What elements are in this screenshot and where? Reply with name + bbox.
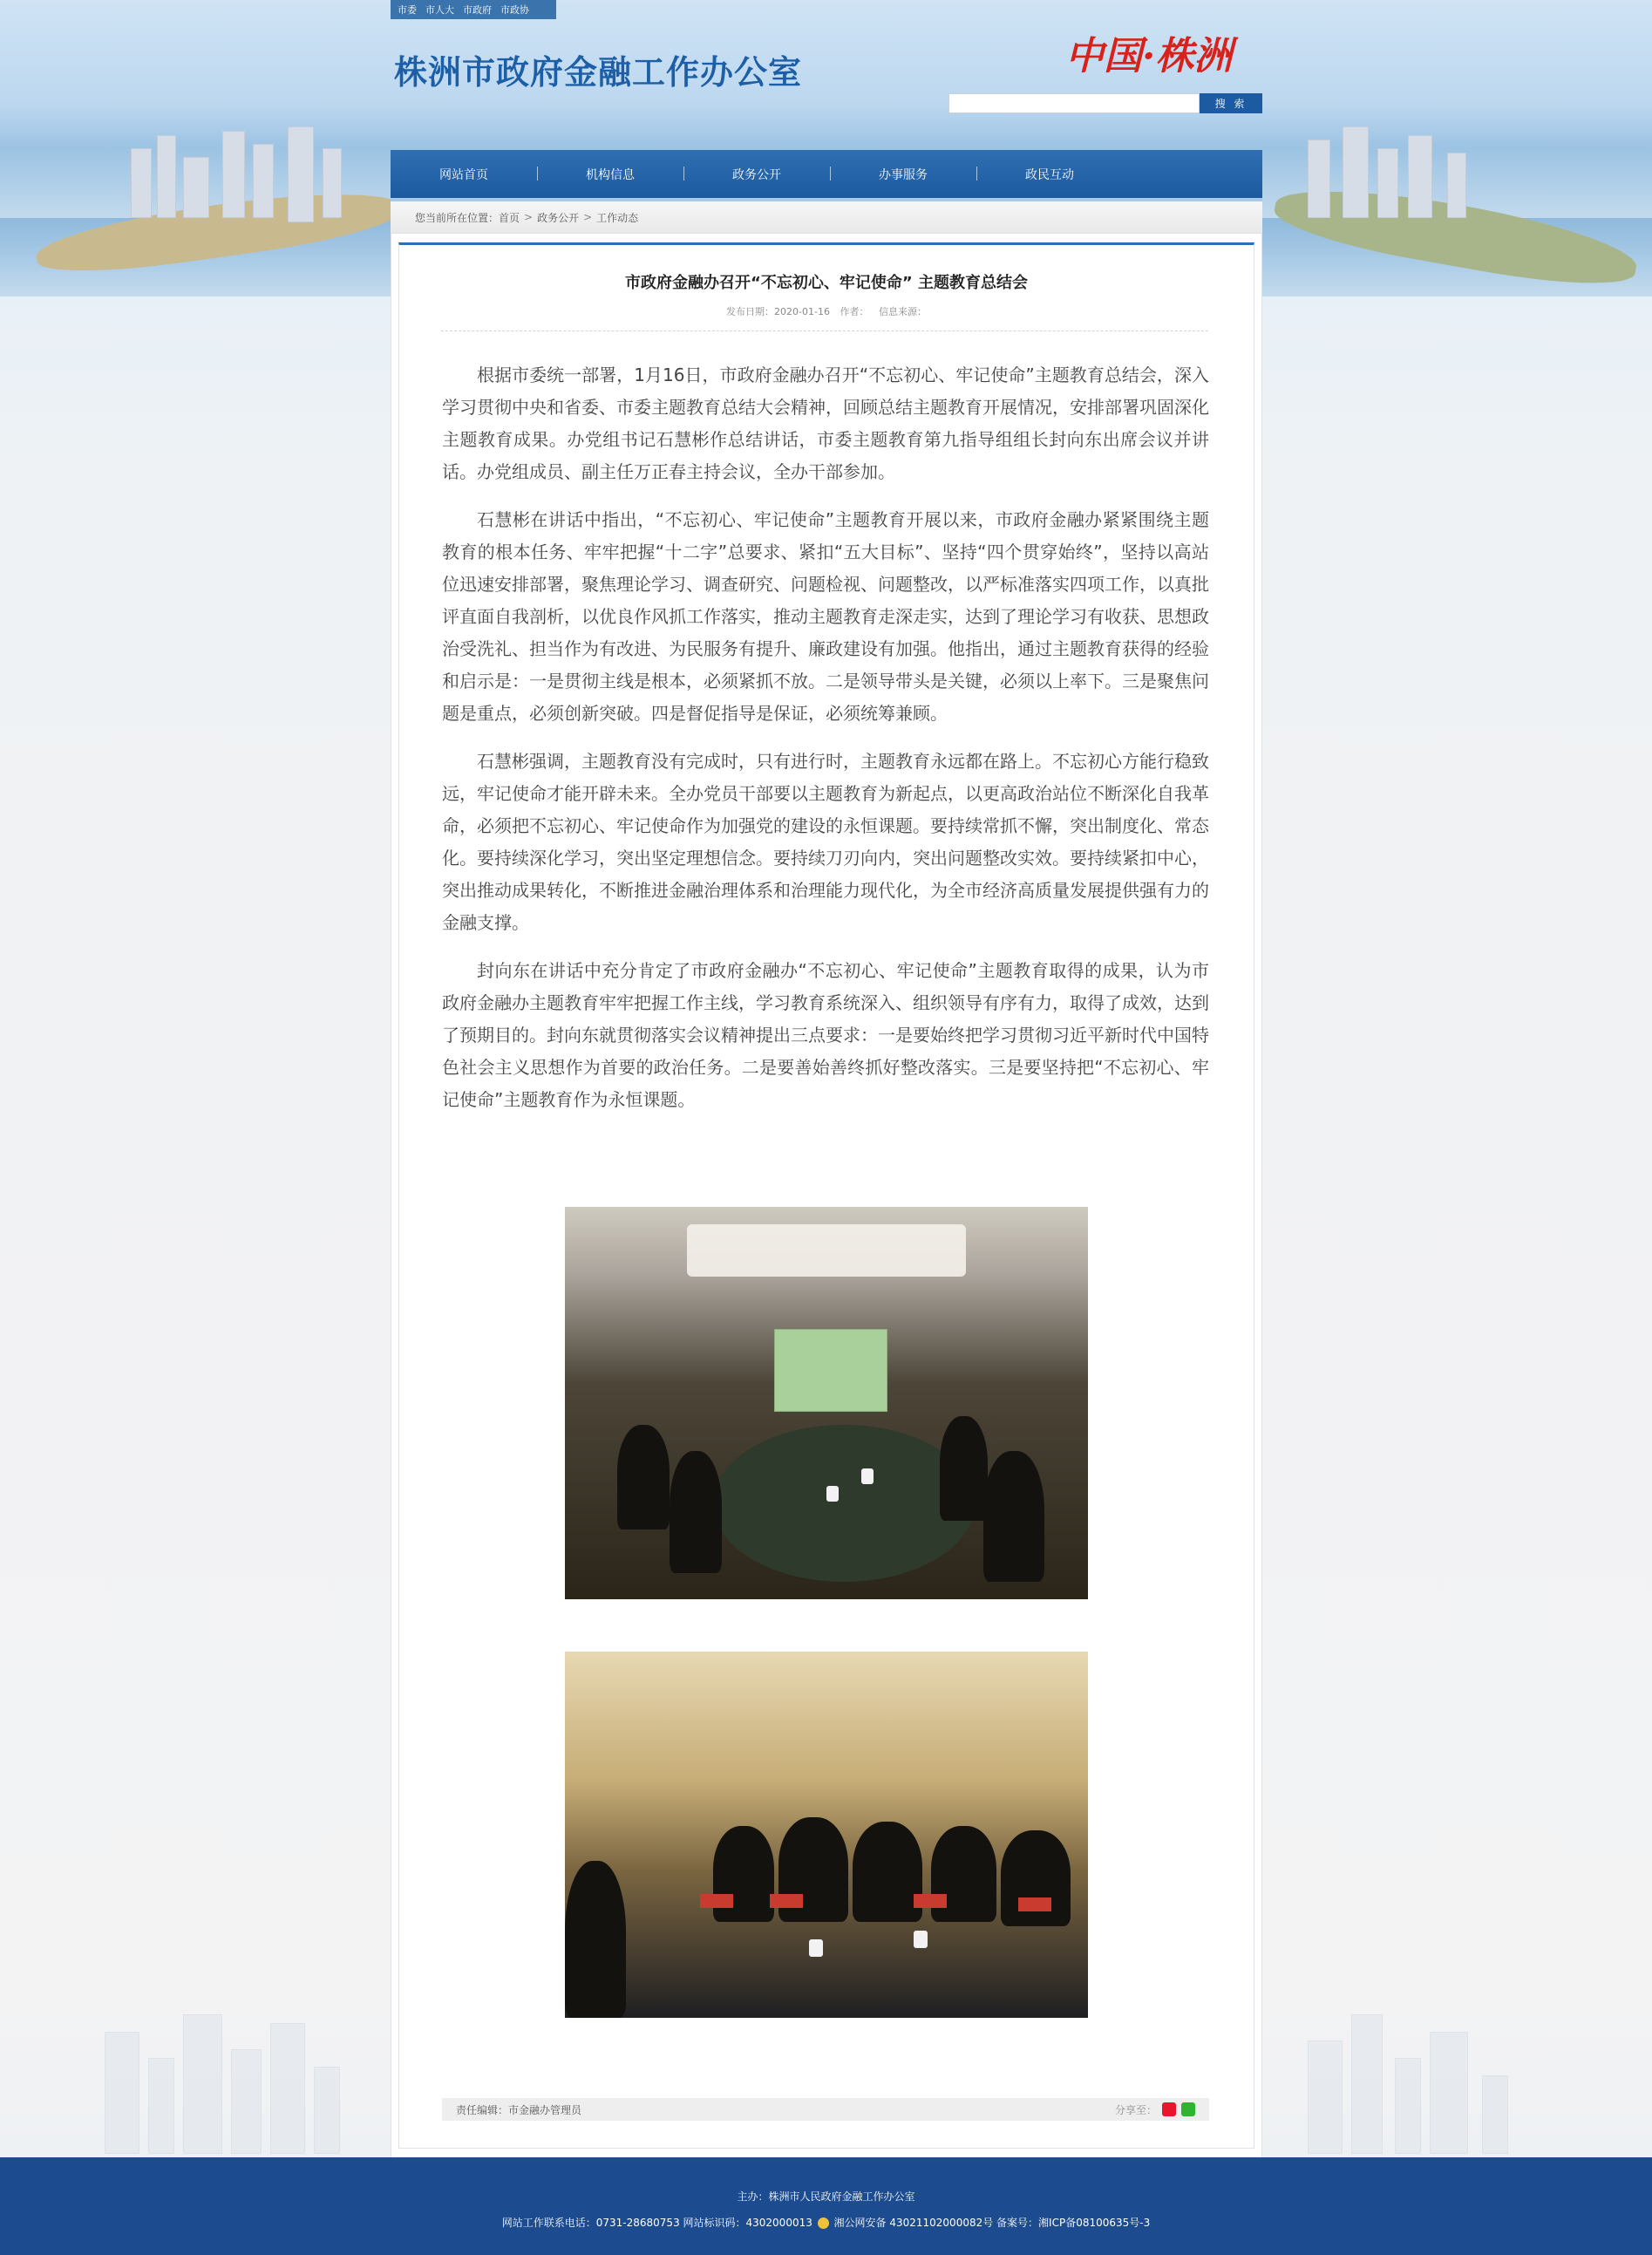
building [1395, 2058, 1421, 2154]
attendee [617, 1425, 670, 1529]
meeting-photo-2 [565, 1652, 1088, 2018]
footer-sponsor: 主办：株洲市人民政府金融工作办公室 [737, 2190, 915, 2203]
conference-table [713, 1425, 975, 1582]
building [1408, 135, 1432, 218]
name-placard [1018, 1897, 1051, 1911]
publish-date: 发布日期：2020-01-16 [726, 306, 830, 317]
top-link-cppcc[interactable]: 市政协 [500, 4, 529, 16]
breadcrumb-government-affairs[interactable]: 政务公开 [537, 211, 580, 224]
building [253, 144, 274, 218]
search-button[interactable]: 搜 索 [1200, 93, 1262, 113]
building [323, 148, 342, 218]
top-links-bar [391, 0, 556, 19]
building [314, 2067, 340, 2154]
building [157, 135, 176, 218]
tea-cup [826, 1486, 839, 1502]
building [1447, 153, 1466, 218]
share-group [1115, 2102, 1195, 2117]
building [1351, 2014, 1383, 2154]
tea-cup [809, 1939, 823, 1957]
projection-screen [774, 1329, 887, 1412]
building [1308, 2040, 1343, 2154]
name-placard [914, 1894, 947, 1908]
name-placard [700, 1894, 733, 1908]
article-paragraph: 石慧彬强调，主题教育没有完成时，只有进行时，主题教育永远都在路上。不忘初心方能行稳致远，牢记使命才能开辟未来。全办党员干部要以主题教育为新起点，以更高政治站位不断深化自我革命，必须把不忘初心、牢记使命作为加强党的建设的永恒课题。要持续常抓不懈，突出制度化、常态化。要持续深化学习，突出坚定理想信念。要持续刀刃向内，突出问题整改实效。要持续紧扣中心，突出推动成果转化，不断推进金融治理体系和治理能力现代化，为全市经济高质量发展提供强有力的金融支撑。 [442, 751, 1209, 933]
building [183, 157, 209, 218]
building [1482, 2075, 1508, 2154]
building [288, 126, 314, 222]
zhuzhou-logo[interactable]: 中国·株洲 [1065, 34, 1233, 78]
building [131, 148, 152, 218]
nav-government-affairs[interactable]: 政务公开 [683, 166, 830, 183]
building [105, 2032, 139, 2154]
building [148, 2058, 174, 2154]
building [183, 2014, 222, 2154]
building [270, 2023, 305, 2154]
breadcrumb-work-news[interactable]: 工作动态 [596, 211, 639, 224]
tea-cup [861, 1468, 874, 1484]
attendee [565, 1861, 626, 2018]
building [231, 2049, 262, 2154]
article-title: 市政府金融办召开“不忘初心、牢记使命” 主题教育总结会 [625, 274, 1028, 292]
site-footer [0, 2157, 1652, 2255]
building [1377, 148, 1398, 218]
name-placard [770, 1894, 803, 1908]
article-body [442, 359, 1209, 1132]
police-badge-icon [818, 2218, 829, 2229]
breadcrumb-prefix: 您当前所在位置： [415, 211, 500, 224]
meeting-photo-1 [565, 1207, 1088, 1599]
title-divider [441, 330, 1208, 331]
attendee [853, 1822, 922, 1922]
attendee [670, 1451, 722, 1573]
attendee [940, 1416, 988, 1521]
top-link-municipal-committee[interactable]: 市委 [398, 4, 417, 16]
article-paragraph: 根据市委统一部署，1月16日，市政府金融办召开“不忘初心、牢记使命”主题教育总结会，深入学习贯彻中央和省委、市委主题教育总结大会精神，回顾总结主题教育开展情况，安排部署巩固深化主题教育成果。办党组书记石慧彬作总结讲话，市委主题教育第九指导组组长封向东出席会议并讲话。办党组成员、副主任万正春主持会议，全办干部参加。 [442, 364, 1209, 482]
wechat-icon[interactable] [1181, 2102, 1195, 2116]
attendee [1001, 1830, 1071, 1926]
breadcrumb [391, 201, 1262, 233]
footer-registration[interactable]: 湘公网安备 43021102000082号 备案号：湘ICP备08100635号-3 [833, 2217, 1151, 2229]
nav-services[interactable]: 办事服务 [830, 166, 976, 183]
article-paragraph: 石慧彬在讲话中指出，“不忘初心、牢记使命”主题教育开展以来，市政府金融办紧紧围绕主题教育的根本任务、牢牢把握“十二字”总要求、紧扣“五大目标”、坚持“四个贯穿始终”，坚持以高站位迅速安排部署，聚焦理论学习、调查研究、问题检视、问题整改，以严标准落实四项工作，以真批评直面自我剖析，以优良作风抓工作落实，推动主题教育走深走实，达到了理论学习有收获、思想政治受洗礼、担当作为有改进、为民服务有提升、廉政建设有加强。他指出，通过主题教育获得的经验和启示是：一是贯彻主线是根本，必须紧抓不放。二是领导带头是关键，必须以上率下。三是聚焦问题是重点，必须创新突破。四是督促指导是保证，必须统筹兼顾。 [442, 509, 1209, 724]
article-meta [391, 304, 1262, 318]
footer-info [0, 2215, 1652, 2230]
attendee [983, 1451, 1044, 1582]
building [222, 131, 245, 218]
top-link-peoples-congress[interactable]: 市人大 [425, 4, 454, 16]
breadcrumb-separator: > [524, 211, 534, 223]
top-link-government[interactable]: 市政府 [463, 4, 492, 16]
nav-interaction[interactable]: 政民互动 [976, 166, 1123, 183]
article-footer-bar [442, 2098, 1209, 2121]
tea-cup [914, 1931, 928, 1948]
breadcrumb-home[interactable]: 首页 [499, 211, 520, 224]
nav-home[interactable]: 网站首页 [439, 167, 488, 182]
building [1308, 140, 1330, 218]
ceiling-light [687, 1224, 966, 1277]
article-paragraph: 封向东在讲话中充分肯定了市政府金融办“不忘初心、牢记使命”主题教育取得的成果，认为市政府金融办主题教育牢牢把握工作主线，学习教育系统深入、组织领导有序有力，取得了成效，达到了预期目的。封向东就贯彻落实会议精神提出三点要求：一是要始终把学习贯彻习近平新时代中国特色社会主义思想作为首要的政治任务。二是要善始善终抓好整改落实。三是要坚持把“不忘初心、牢记使命”主题教育作为永恒课题。 [442, 960, 1209, 1110]
site-title: 株洲市政府金融工作办公室 [394, 53, 803, 92]
main-nav [391, 150, 1262, 198]
footer-contact: 网站工作联系电话：0731-28680753 网站标识码：4302000013 [501, 2217, 812, 2229]
weibo-icon[interactable] [1162, 2102, 1176, 2116]
share-label: 分享至： [1114, 2103, 1157, 2116]
breadcrumb-separator: > [583, 211, 593, 223]
nav-organization-info[interactable]: 机构信息 [537, 166, 683, 183]
author: 作者： [840, 306, 869, 317]
responsible-editor: 责任编辑：市金融办管理员 [456, 2103, 582, 2116]
building [1430, 2032, 1468, 2154]
building [1343, 126, 1369, 218]
search-input[interactable] [948, 93, 1200, 113]
source: 信息来源： [878, 306, 927, 317]
